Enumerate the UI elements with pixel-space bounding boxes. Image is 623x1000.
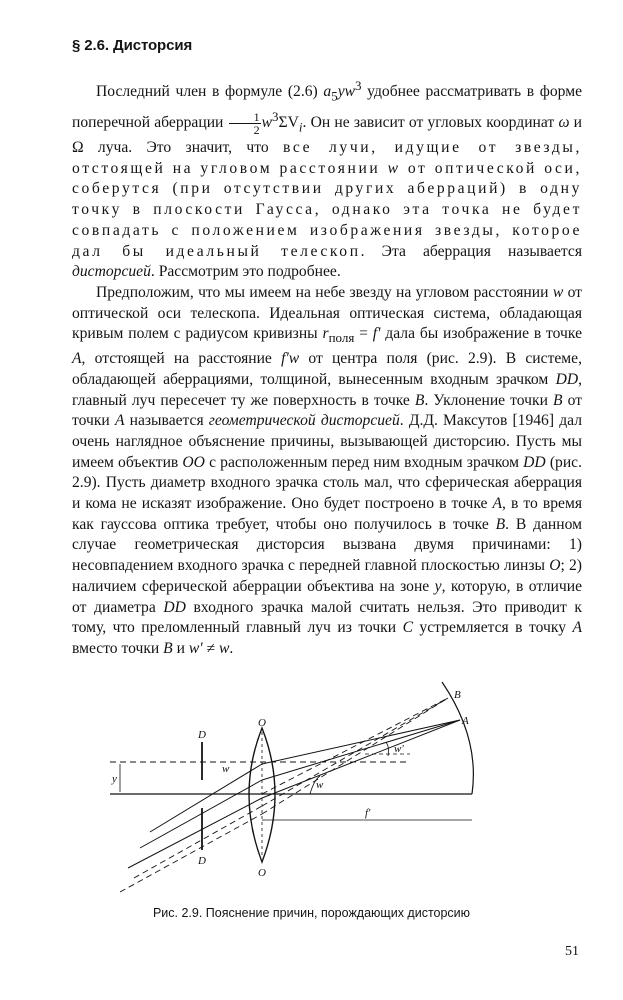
paragraph-2 <box>72 283 582 660</box>
formula-symbol: w' <box>188 639 203 657</box>
text-run: . Рассмотрим это подробнее. <box>150 263 341 281</box>
text-run: . В данном случае геометрическая дисторсия вызвана двумя причинами: 1) несовпадением входного зрачка с передней главной плоскостью линзы <box>72 515 582 575</box>
text-run: вместо точки <box>72 639 164 657</box>
page-number: 51 <box>565 944 579 959</box>
formula-subscript: поля <box>328 330 355 346</box>
text-run: = <box>354 325 373 343</box>
refracted-ray <box>262 720 460 764</box>
incoming-ray <box>150 764 262 832</box>
incoming-ray <box>128 798 262 868</box>
paragraph-1 <box>72 76 582 283</box>
label-B: B <box>454 689 461 701</box>
formula-symbol: A <box>492 495 503 513</box>
text-run: . Уклонение точки <box>424 391 553 409</box>
term-emphasis: геометрической дисторсией <box>208 412 400 430</box>
section-heading: § 2.6. Дисторсия <box>72 37 193 54</box>
formula-symbol: A <box>572 619 582 637</box>
chief-ray-to-B <box>262 698 448 794</box>
text-run: от точки <box>72 391 583 430</box>
body-text <box>72 76 582 660</box>
text-run: Предположим, что мы имеем на небе звезду на угловом расстоянии <box>96 283 553 301</box>
label-A: A <box>462 715 469 727</box>
text-run: Последний член в формуле (2.6) <box>96 83 324 101</box>
formula-symbol: DD <box>163 598 186 616</box>
formula-symbol: a <box>323 83 332 101</box>
formula-symbol: O <box>549 557 561 575</box>
formula-symbol: yw <box>337 83 356 101</box>
refracted-ray-dashed <box>262 698 448 814</box>
formula-symbol: w <box>552 283 564 301</box>
formula-symbol: ΣV <box>278 114 299 132</box>
text-run: . Он не зависит от угловых координат <box>302 114 559 132</box>
incoming-ray-dashed <box>120 814 262 892</box>
formula-symbol: y <box>434 577 442 595</box>
formula-symbol: DD <box>523 453 546 471</box>
formula-subscript: 5 <box>331 88 338 104</box>
fraction-numerator: 1 <box>229 111 261 124</box>
spaced-emphasis: все лучи, идущие от звезды, отстоящей на угловом расстоянии <box>72 139 582 177</box>
text-run: ≠ <box>202 639 219 657</box>
incoming-ray <box>140 780 262 848</box>
figure-2-9 <box>110 672 510 908</box>
formula-subscript: i <box>298 119 303 135</box>
label-w-prime: w' <box>394 743 404 755</box>
text-run: . <box>229 639 234 657</box>
label-f-prime: f' <box>365 807 371 819</box>
text-run: , главный луч пересечет ту же поверхность в точке <box>72 370 582 409</box>
refracted-ray <box>262 720 460 798</box>
formula-symbol: r <box>322 325 329 343</box>
formula-symbol: w <box>387 159 401 177</box>
text-run: , отстоящей на расстояние <box>81 350 282 368</box>
formula-symbol: w <box>218 639 230 657</box>
text-run: , в то время как гауссова оптика требует, чтобы оно получилось в точке <box>72 495 582 533</box>
label-D-top: D <box>198 729 206 741</box>
label-w-right: w <box>316 779 324 791</box>
formula-symbol: f' <box>372 325 381 343</box>
refracted-ray <box>262 720 460 780</box>
formula-symbol: w <box>261 114 272 132</box>
formula-symbol: OO <box>182 453 205 471</box>
formula-symbol: A <box>72 350 82 368</box>
formula-symbol: A <box>114 412 125 430</box>
text-run: , которую, в отличие от диаметра <box>72 577 582 616</box>
text-run: . Эта аберрация называется <box>360 242 582 260</box>
fraction <box>229 111 261 136</box>
text-run: и Ω луча. Это значит, что <box>72 114 582 156</box>
formula-symbol: B <box>163 639 173 657</box>
text-run: входного зрачка малой считать нельзя. Это приводит к тому, что преломленный главный луч из точки <box>72 598 582 637</box>
label-D-bottom: D <box>198 855 206 867</box>
text-run: от центра поля (рис. 2.9). В системе, обладающей аберрациями, толщиной, вынесенным входным зрачком <box>72 350 582 388</box>
formula-symbol: DD <box>555 370 579 388</box>
text-run: и <box>172 639 189 657</box>
term-emphasis: дисторсией <box>72 263 151 281</box>
formula-exponent: 3 <box>272 109 279 124</box>
formula-symbol: B <box>553 391 563 409</box>
text-run: удобнее рассматривать в форме поперечной аберрации <box>72 83 582 132</box>
formula-symbol: f'w <box>281 350 300 368</box>
text-run: от оптической оси телескопа. Идеальная оптическая система, обладающая кривым полем с радиусом кривизны <box>72 283 582 343</box>
text-run: устремляется в точку <box>412 619 573 637</box>
incoming-ray-dashed <box>134 806 262 878</box>
text-run: ; 2) наличием сферической аберрации объектива на зоне <box>72 557 582 595</box>
distortion-diagram <box>110 672 510 908</box>
text-run: называется <box>124 412 209 430</box>
label-y: y <box>112 773 117 785</box>
label-O-top: O <box>258 717 266 729</box>
formula-symbol: C <box>402 619 413 637</box>
label-w-left: w <box>222 763 230 775</box>
formula-symbol: ω <box>558 114 570 132</box>
fraction-denominator: 2 <box>253 123 260 138</box>
formula-exponent: 3 <box>355 78 362 93</box>
label-O-bottom: O <box>258 867 266 879</box>
spaced-emphasis: от оптической оси, соберутся (при отсутствии других аберраций) в одну точку в плоскости Гаусса, однако эта точка не будет совпадать с положением изображения звезды, которое дал бы идеальный телескоп <box>72 159 582 260</box>
formula-symbol: B <box>495 515 506 533</box>
formula-symbol: B <box>414 391 425 409</box>
text-run: (рис. 2.9). Пусть диаметр входного зрачка столь мал, что сферическая аберрация и кома не исказят изображение. Оно будет построено в точке <box>72 453 582 513</box>
text-run: . Д.Д. Максутов [1946] дал очень наглядное объяснение причины, вызывающей дисторсию. Пусть мы имеем объектив <box>72 412 582 471</box>
figure-caption: Рис. 2.9. Пояснение причин, порождающих дисторсию <box>152 906 471 920</box>
text-run: с расположенным перед ним входным зрачком <box>204 453 524 471</box>
text-run: дала бы изображение в точке <box>380 325 582 343</box>
